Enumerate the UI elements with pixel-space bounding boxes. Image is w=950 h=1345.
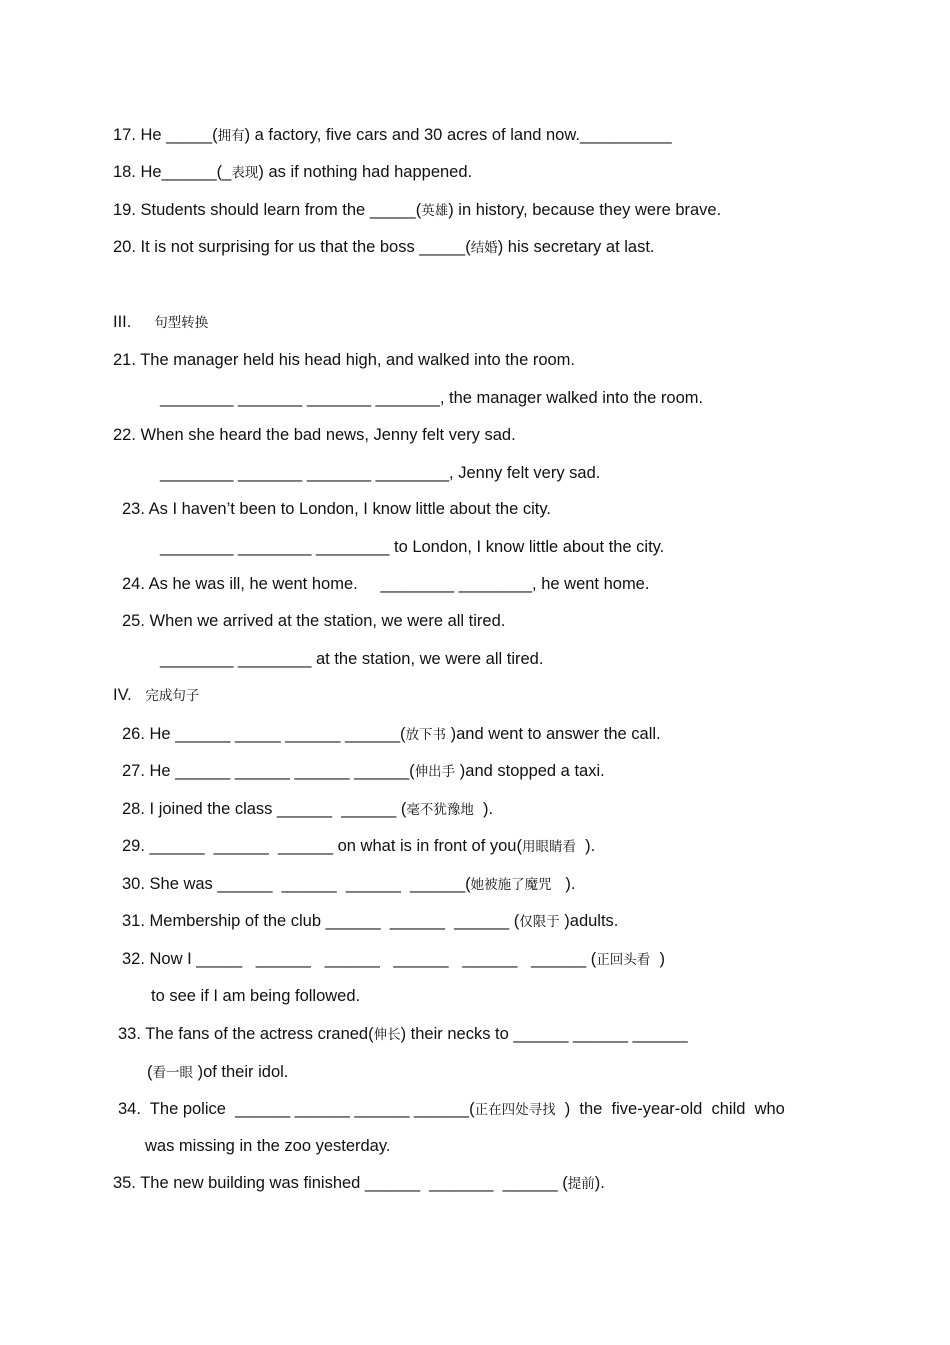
question-34-continuation: was missing in the zoo yesterday. (145, 1137, 391, 1155)
question-29: 29. ______ ______ ______ on what is in front of you(用眼睛看 ). (122, 837, 596, 855)
question-25-answer: ________ ________ at the station, we were all tired. (160, 650, 544, 668)
question-33: 33. The fans of the actress craned(伸长) their necks to ______ ______ ______ (118, 1025, 688, 1043)
section-3-heading: III. 句型转换 (113, 313, 209, 331)
question-35: 35. The new building was finished ______ _______ ______ (提前). (113, 1174, 605, 1192)
question-21-answer: ________ _______ _______ _______, the manager walked into the room. (160, 389, 704, 407)
question-17: 17. He _____(拥有) a factory, five cars and 30 acres of land now.__________ (113, 126, 672, 144)
question-25: 25. When we arrived at the station, we were all tired. (122, 612, 506, 630)
question-18: 18. He______(_表现) as if nothing had happened. (113, 163, 473, 181)
question-22-answer: ________ _______ _______ ________, Jenny felt very sad. (160, 464, 601, 482)
question-33-continuation: (看一眼 )of their idol. (147, 1063, 289, 1081)
question-30: 30. She was ______ ______ ______ ______(她被施了魔咒 ). (122, 875, 576, 893)
question-19: 19. Students should learn from the _____(英雄) in history, because they were brave. (113, 201, 722, 219)
question-34: 34. The police ______ ______ ______ ______(正在四处寻找 ) the five-year-old child who (118, 1100, 785, 1118)
question-22: 22. When she heard the bad news, Jenny felt very sad. (113, 426, 516, 444)
question-24: 24. As he was ill, he went home. ________ ________, he went home. (122, 575, 650, 593)
question-28: 28. I joined the class ______ ______ (毫不犹豫地 ). (122, 800, 494, 818)
question-32-continuation: to see if I am being followed. (151, 987, 361, 1005)
question-26: 26. He ______ _____ ______ ______(放下书 )and went to answer the call. (122, 725, 661, 743)
question-21: 21. The manager held his head high, and walked into the room. (113, 351, 575, 369)
question-27: 27. He ______ ______ ______ ______(伸出手 )and stopped a taxi. (122, 762, 605, 780)
question-23-answer: ________ ________ ________ to London, I know little about the city. (160, 538, 665, 556)
question-32: 32. Now I _____ ______ ______ ______ ______ ______ (正回头看 ) (122, 950, 665, 968)
question-23: 23. As I haven’t been to London, I know little about the city. (122, 500, 551, 518)
section-4-heading: IV. 完成句子 (113, 686, 200, 704)
question-31: 31. Membership of the club ______ ______ ______ (仅限于 )adults. (122, 912, 619, 930)
question-20: 20. It is not surprising for us that the boss _____(结婚) his secretary at last. (113, 238, 655, 256)
